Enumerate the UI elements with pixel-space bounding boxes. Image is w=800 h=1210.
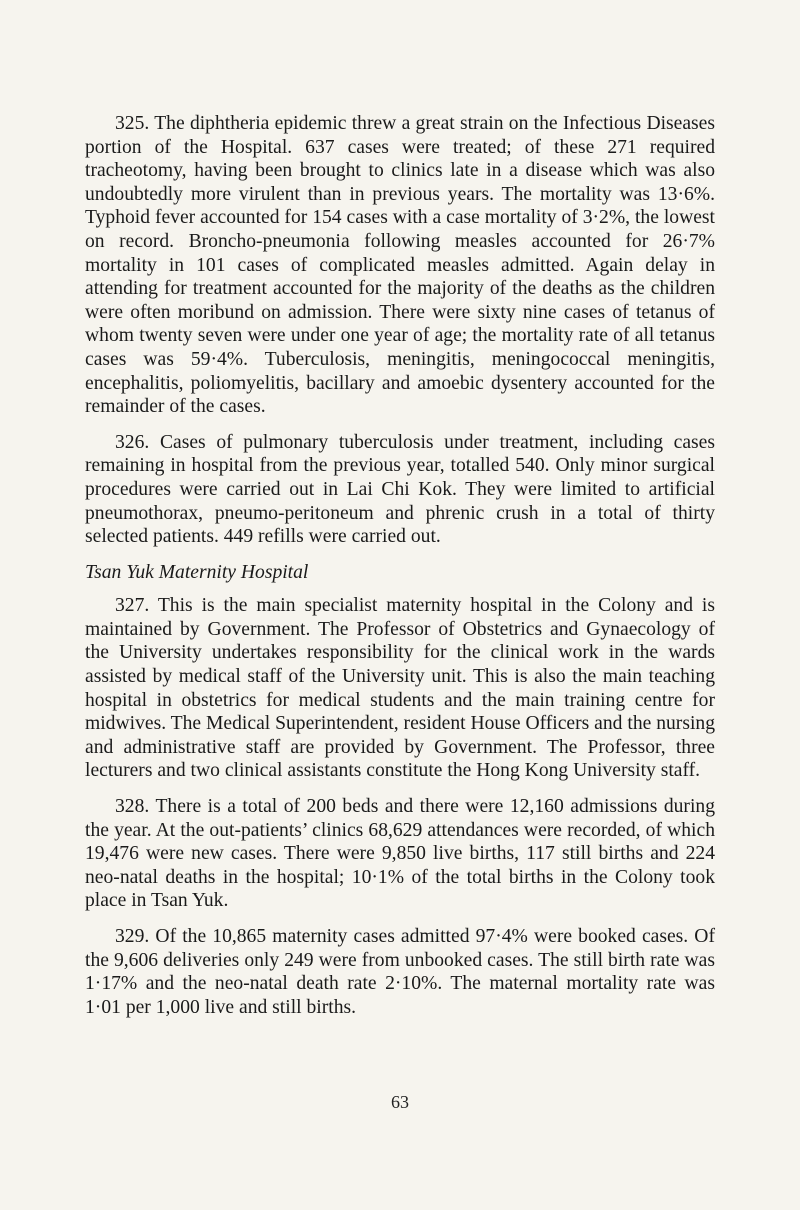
- paragraph-text: The diphtheria epidemic threw a great strain on the Infectious Diseases portion of the Hospital. 637 cases were treated; of these 271 required tracheotomy, having been brought to clinics late in a disease which was also undoubtedly more virulent than in previous years. The mortality was 13·6%. Typhoid fever accounted for 154 cases with a case mortality of 3·2%, the lowest on record. Broncho-pneumonia following measles accounted for 26·7% mortality in 101 cases of complicated measles admitted. Again delay in attending for treatment accounted for the majority of the deaths as the children were often moribund on admission. There were sixty nine cases of tetanus of whom twenty seven were under one year of age; the mortality rate of all tetanus cases was 59·4%. Tuberculosis, meningitis, meningococcal meningitis, encephalitis, poliomyelitis, bacillary and amoebic dysentery accounted for the remainder of the cases.: [85, 113, 715, 418]
- paragraph-329: [85, 925, 715, 1019]
- paragraph-327: [85, 594, 715, 783]
- paragraph-number: 329.: [115, 926, 150, 947]
- paragraph-text: Of the 10,865 maternity cases admitted 97·4% were booked cases. Of the 9,606 deliveries only 249 were from unbooked cases. The still birth rate was 1·17% and the neo-natal death rate 2·10%. The maternal mortality rate was 1·01 per 1,000 live and still births.: [85, 926, 715, 1018]
- paragraph-326: [85, 431, 715, 549]
- paragraph-text: This is the main specialist maternity hospital in the Colony and is maintained by Government. The Professor of Obstetrics and Gynaecology of the University undertakes responsibility for the clinical work in the wards assisted by medical staff of the University unit. This is also the main teaching hospital in obstetrics for medical students and the main training centre for midwives. The Medical Superintendent, resident House Officers and the nursing and administrative staff are provided by Government. The Professor, three lecturers and two clinical assistants constitute the Hong Kong University staff.: [85, 595, 715, 782]
- paragraph-text: Cases of pulmonary tuberculosis under treatment, including cases remaining in hospital from the previous year, totalled 540. Only minor surgical procedures were carried out in Lai Chi Kok. They were limited to artificial pneumothorax, pneumo-peritoneum and phrenic crush in a total of thirty selected patients. 449 refills were carried out.: [85, 431, 715, 548]
- paragraph-number: 325.: [115, 113, 150, 134]
- paragraph-325: [85, 112, 715, 419]
- section-heading: Tsan Yuk Maternity Hospital: [85, 561, 309, 583]
- paragraph-number: 328.: [115, 796, 150, 818]
- paragraph-328: [85, 795, 715, 913]
- paragraph-number: 327.: [115, 595, 150, 617]
- paragraph-number: 326.: [115, 431, 150, 453]
- paragraph-text: There is a total of 200 beds and there were 12,160 admissions during the year. At the out-patients’ clinics 68,629 attendances were recorded, of which 19,476 were new cases. There were 9,850 live births, 117 still births and 224 neo-natal deaths in the hospital; 10·1% of the total births in the Colony took place in Tsan Yuk.: [85, 796, 715, 912]
- page-number: 63: [391, 1092, 409, 1112]
- document-page: [85, 112, 715, 1031]
